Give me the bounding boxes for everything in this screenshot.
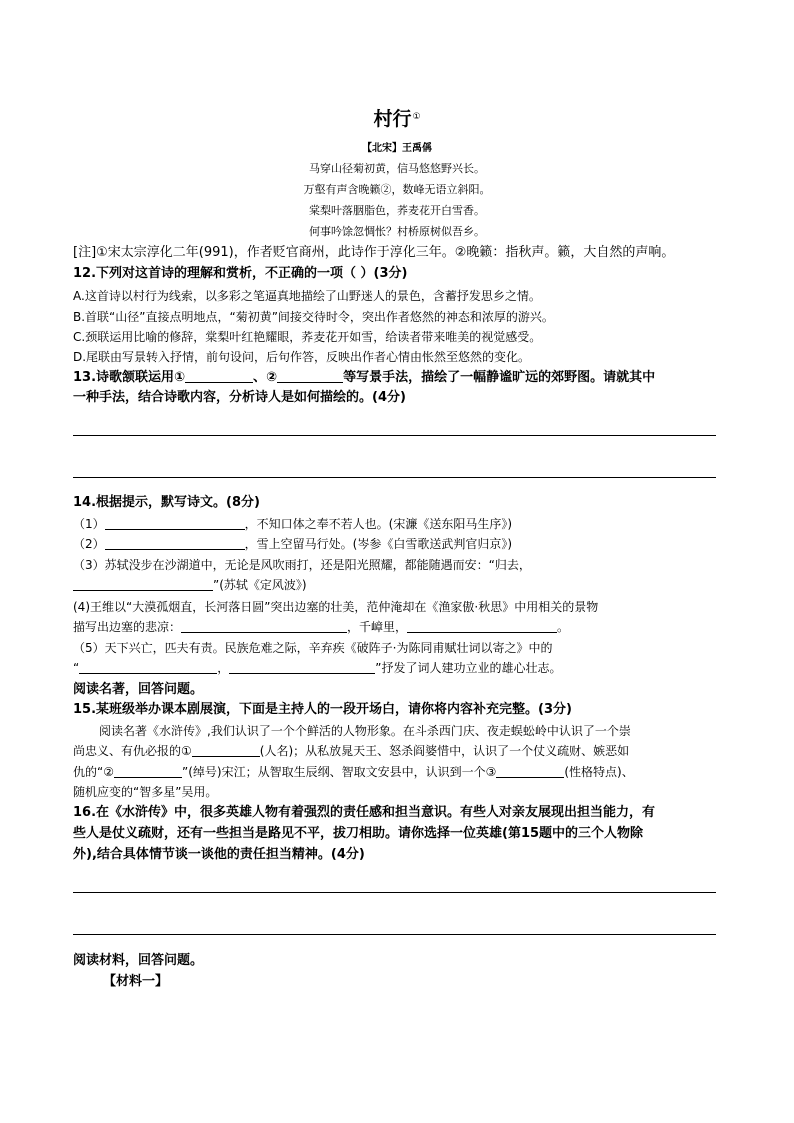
q14-item-1 <box>73 514 512 534</box>
q14-item-5-line-1: （5）天下兴亡，匹夫有责。民族危难之际，辛弃疾《破阵子·为陈同甫赋壮词以寄之》中的 <box>73 641 553 655</box>
q14-item-2 <box>73 534 512 554</box>
q14-blank-4b[interactable] <box>407 620 557 633</box>
q15-line-3 <box>73 762 634 782</box>
poem-title-text: 村行 <box>373 108 412 130</box>
poem-line-2: 万壑有声含晚籁②，数峰无语立斜阳。 <box>303 183 491 196</box>
material-heading: 阅读材料，回答问题。 <box>73 953 204 968</box>
q14-item-5-open-quote: “ <box>73 661 80 675</box>
q14-item-4-mid: ，千嶂里， <box>347 620 408 634</box>
q14-item-4-line-2 <box>73 617 569 637</box>
q14-blank-5b[interactable] <box>229 661 375 674</box>
q14-stem: 14.根据提示，默写诗文。(8分) <box>73 495 260 510</box>
reading-heading: 阅读名著，回答问题。 <box>73 682 204 697</box>
q15-line-3-a: 仇的“② <box>73 765 114 779</box>
q14-blank-3[interactable] <box>73 578 213 591</box>
q15-line-1: 阅读名著《水浒传》,我们认识了一个个鲜活的人物形象。在斗杀西门庆、夜走蜈蚣岭中认识了一个崇 <box>99 724 631 738</box>
q14-item-1-label: （1） <box>73 517 105 531</box>
q15-line-3-b: ”(绰号)宋江；从智取生辰纲、智取文安县中，认识到一个③ <box>181 765 497 779</box>
q13-answer-line-1[interactable] <box>73 435 716 436</box>
q14-item-3-line-2 <box>73 575 307 595</box>
q12-option-d: D.尾联由写景转入抒情，前句设问，后句作答，反映出作者心情由怅然至悠然的变化。 <box>73 350 531 364</box>
q12-stem: 12.下列对这首诗的理解和赏析，不正确的一项（ ）(3分) <box>73 266 408 281</box>
q13-stem-line-1 <box>73 368 655 388</box>
q14-blank-4a[interactable] <box>181 620 347 633</box>
material-one-label: 【材料一】 <box>103 974 169 989</box>
q14-item-5-end: ”抒发了词人建功立业的雄心壮志。 <box>375 661 562 675</box>
q14-item-4-line-1: (4)王维以“大漠孤烟直，长河落日圆”突出边塞的壮美，范仲淹却在《渔家傲·秋思》中用相关的景物 <box>73 600 599 614</box>
poem-title <box>0 104 794 132</box>
q14-blank-1[interactable] <box>105 517 245 530</box>
q13-part-3: 等写景手法，描绘了一幅静谧旷远的郊野图。请就其中 <box>343 370 656 385</box>
q14-item-2-label: （2） <box>73 537 105 551</box>
q16-answer-line-2[interactable] <box>73 934 716 935</box>
q15-blank-3[interactable] <box>496 765 564 778</box>
poem-line-4: 何事吟馀忽惆怅？村桥原树似吾乡。 <box>309 225 485 238</box>
q14-item-4-end: 。 <box>557 620 570 634</box>
q15-line-2 <box>73 741 629 761</box>
q13-blank-1[interactable] <box>185 370 253 383</box>
q12-option-b: B.首联“山径”直接点明地点，“菊初黄”间接交待时令，突出作者悠然的神态和浓厚的游兴。 <box>73 310 554 324</box>
q15-line-2-a: 尚忠义、有仇必报的① <box>73 744 192 758</box>
q15-blank-1[interactable] <box>192 744 260 757</box>
poem-line-3: 棠梨叶落胭脂色，荞麦花开白雪香。 <box>309 204 485 217</box>
q13-blank-2[interactable] <box>277 370 343 383</box>
q13-part-2: 、② <box>253 370 278 385</box>
q14-item-5-comma: ， <box>217 661 230 675</box>
q14-item-3-line-1: （3）苏轼没步在沙湖道中，无论是风吹雨打，还是阳光照耀，都能随遇而安：“归去， <box>73 558 531 572</box>
poem-annotation: [注]①宋太宗淳化二年(991)，作者贬官商州，此诗作于淳化三年。②晚籁：指秋声。籁，大自然的声响。 <box>73 245 675 260</box>
q14-blank-5a[interactable] <box>79 661 217 674</box>
q14-item-1-text: ，不知口体之奉不若人也。(宋濂《送东阳马生序》) <box>244 517 513 531</box>
q15-line-3-c: (性格特点)、 <box>564 765 634 779</box>
q15-line-4: 随机应变的“智多星”吴用。 <box>73 785 218 799</box>
title-note-mark: ① <box>412 112 421 122</box>
q16-stem-line-3: 外),结合具体情节谈一谈他的责任担当精神。(4分) <box>73 847 365 862</box>
q12-option-c: C.颈联运用比喻的修辞，棠梨叶红艳耀眼，荞麦花开如雪，给读者带来唯美的视觉感受。 <box>73 330 542 344</box>
q16-stem-line-1: 16.在《水浒传》中，很多英雄人物有着强烈的责任感和担当意识。有些人对亲友展现出担当能力，有 <box>73 805 656 820</box>
q15-blank-2[interactable] <box>114 765 182 778</box>
q16-stem-line-2: 些人是仗义疏财，还有一些担当是路见不平，拔刀相助。请你选择一位英雄(第15题中的三个人物除 <box>73 826 644 841</box>
q14-item-2-text: ，雪上空留马行处。(岑参《白雪歌送武判官归京》) <box>244 537 513 551</box>
q14-blank-2[interactable] <box>105 537 245 550</box>
q12-option-a: A.这首诗以村行为线索，以多彩之笔逼真地描绘了山野迷人的景色，含蓄抒发思乡之情。 <box>73 289 541 303</box>
q14-item-4-lead: 描写出边塞的悲凉： <box>73 620 182 634</box>
q14-item-3-source: ”(苏轼《定风波》) <box>213 578 307 592</box>
q14-item-5-line-2 <box>73 658 561 678</box>
q15-line-2-b: (人名)；从私放晁天王、怒杀阎婆惜中，认识了一个仗义疏财、嫉恶如 <box>259 744 630 758</box>
q13-part-1: 13.诗歌颔联运用① <box>73 370 186 385</box>
poem-author: 【北宋】王禹偁 <box>362 143 432 154</box>
poem-line-1: 马穿山径菊初黄，信马悠悠野兴长。 <box>309 162 485 175</box>
q13-answer-line-2[interactable] <box>73 477 716 478</box>
q13-stem-line-2: 一种手法，结合诗歌内容，分析诗人是如何描绘的。(4分) <box>73 390 406 405</box>
q16-answer-line-1[interactable] <box>73 892 716 893</box>
q15-stem: 15.某班级举办课本剧展演，下面是主持人的一段开场白，请你将内容补充完整。(3分) <box>73 702 572 717</box>
